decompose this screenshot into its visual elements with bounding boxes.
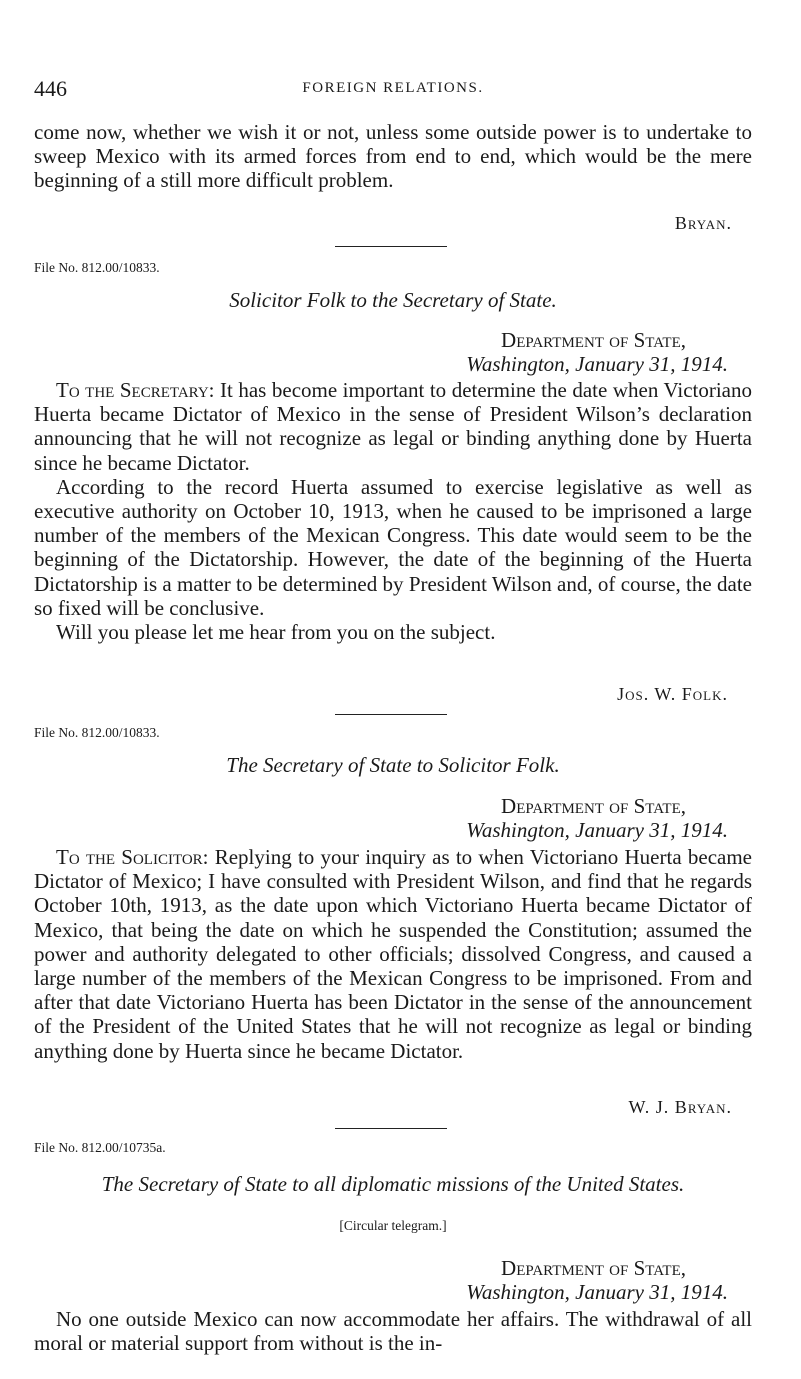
dateline: [34, 328, 752, 376]
file-number: File No. 812.00/10735a.: [34, 1140, 166, 1155]
document-heading: The Secretary of State to all diplomatic missions of the United States.: [101, 1172, 685, 1196]
department-line: Department of State,: [501, 328, 686, 352]
document-body: [34, 1307, 752, 1355]
body-paragraph: To the Secretary: It has become important to determine the date when Victoriano Huerta became Dictator of Mexico in the sense of President Wilson’s declaration announcing that he will not recognize as legal or binding anything done by Huerta since he became Dictator.: [34, 378, 752, 475]
department-line: Department of State,: [501, 1256, 686, 1280]
location-date: Washington, January 31, 1914.: [466, 818, 728, 842]
body-paragraph: According to the record Huerta assumed to exercise legislative as well as executive authority on October 10, 1913, when he caused to be imprisoned a large number of the members of the Mexican Congress. This date would seem to be the beginning of the Dictatorship. However, the date of the beginning of the Huerta Dictatorship is a matter to be determined by President Wilson and, of course, the date so fixed will be conclusive.: [34, 474, 752, 620]
separator-rule: [335, 246, 447, 247]
body-paragraph: No one outside Mexico can now accommodate her affairs. The withdrawal of all moral or material support from without is the in-: [34, 1307, 752, 1356]
department-line: Department of State,: [501, 794, 686, 818]
separator-rule: [335, 714, 447, 715]
salutation: To the Solicitor: [56, 845, 203, 869]
location-date: Washington, January 31, 1914.: [466, 1280, 728, 1304]
body-paragraph: To the Solicitor: Replying to your inquiry as to when Victoriano Huerta became Dictator of Mexico; I have consulted with President Wilson, and find that he regards October 10th, 1913, as the date upon which Victoriano Huerta became Dictator of Mexico, that being the date on which he suspended the Constitution; assumed the power and authority delegated to other officials; dissolved Congress, and caused a large number of the members of the Mexican Congress to be imprisoned. From and after that date Victoriano Huerta has been Dictator in the sense of the announcement of the President of the United States that he will not recognize as legal or binding anything done by Huerta since he became Dictator.: [34, 845, 752, 1063]
file-number: File No. 812.00/10833.: [34, 260, 160, 275]
document-heading: Solicitor Folk to the Secretary of State.: [229, 288, 557, 312]
signature: W. J. Bryan.: [628, 1097, 732, 1117]
body-paragraph: Will you please let me hear from you on the subject.: [56, 620, 496, 645]
separator-rule: [335, 1128, 447, 1129]
circular-note: [Circular telegram.]: [339, 1218, 447, 1233]
document-heading: The Secretary of State to Solicitor Folk.: [226, 753, 560, 777]
location-date: Washington, January 31, 1914.: [466, 352, 728, 376]
dateline: [34, 1256, 752, 1304]
running-title: FOREIGN RELATIONS.: [302, 80, 484, 96]
document-body: [34, 378, 752, 644]
document-body: [34, 845, 752, 1063]
dateline: [34, 794, 752, 842]
intro-signature: Bryan.: [674, 213, 732, 233]
file-number: File No. 812.00/10833.: [34, 725, 160, 740]
intro-section: [34, 120, 752, 193]
intro-paragraph: come now, whether we wish it or not, unless some outside power is to undertake to sweep Mexico with its armed forces from end to end, which would be the mere beginning of a still more difficult problem.: [34, 120, 752, 193]
page-number: 446: [34, 76, 67, 101]
signature: Jos. W. Folk.: [617, 684, 728, 704]
page-header: [34, 76, 752, 106]
salutation: To the Secretary: [56, 378, 209, 402]
